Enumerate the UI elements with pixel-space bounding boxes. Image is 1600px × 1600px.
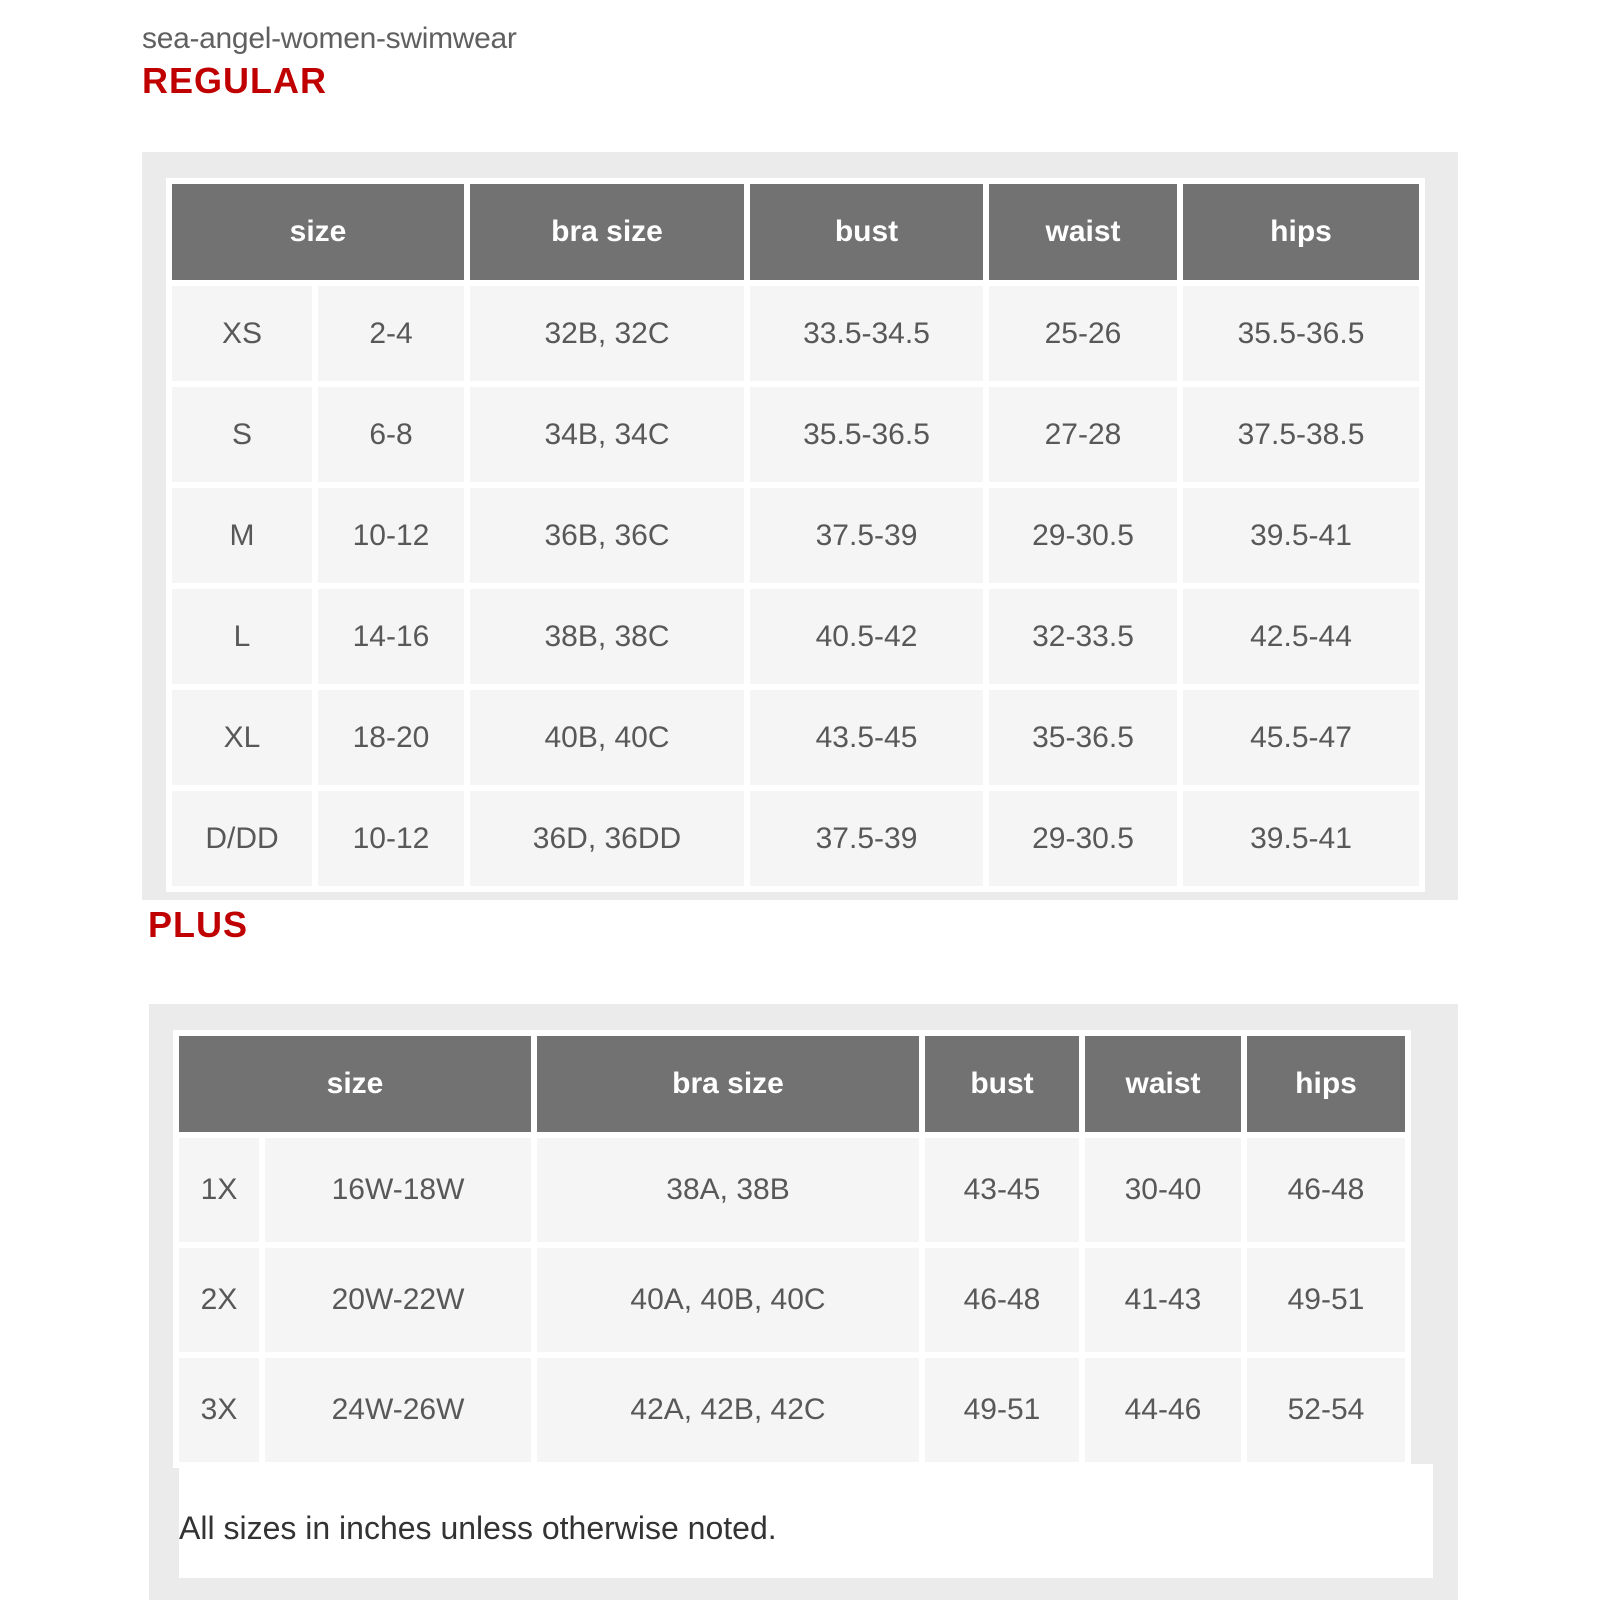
header-bra-size: bra size: [470, 184, 744, 280]
cell-bra-size: 40A, 40B, 40C: [537, 1248, 919, 1352]
cell-bra-size: 42A, 42B, 42C: [537, 1358, 919, 1462]
cell-hips: 52-54: [1247, 1358, 1405, 1462]
cell-size: D/DD: [172, 791, 312, 886]
header-bust: bust: [925, 1036, 1079, 1132]
cell-hips: 39.5-41: [1183, 791, 1419, 886]
header-size: size: [172, 184, 464, 280]
page-subtitle: sea-angel-women-swimwear: [142, 22, 517, 55]
cell-numeric-size: 6-8: [318, 387, 464, 482]
cell-waist: 29-30.5: [989, 488, 1177, 583]
cell-bra-size: 36B, 36C: [470, 488, 744, 583]
footnote-text: All sizes in inches unless otherwise noted.: [179, 1510, 777, 1546]
cell-bust: 49-51: [925, 1358, 1079, 1462]
cell-waist: 32-33.5: [989, 589, 1177, 684]
cell-size: 2X: [179, 1248, 259, 1352]
cell-waist: 29-30.5: [989, 791, 1177, 886]
cell-bra-size: 38B, 38C: [470, 589, 744, 684]
cell-numeric-size: 20W-22W: [265, 1248, 531, 1352]
table-row: [172, 286, 1419, 381]
cell-size: M: [172, 488, 312, 583]
cell-numeric-size: 16W-18W: [265, 1138, 531, 1242]
table-row: [179, 1138, 1405, 1242]
section-title-plus: PLUS: [148, 904, 249, 945]
cell-hips: 46-48: [1247, 1138, 1405, 1242]
cell-waist: 44-46: [1085, 1358, 1241, 1462]
cell-size: L: [172, 589, 312, 684]
cell-waist: 41-43: [1085, 1248, 1241, 1352]
header-size: size: [179, 1036, 531, 1132]
table-row: [179, 1358, 1405, 1462]
cell-bra-size: 32B, 32C: [470, 286, 744, 381]
table-row: [172, 387, 1419, 482]
cell-bust: 43-45: [925, 1138, 1079, 1242]
cell-numeric-size: 10-12: [318, 791, 464, 886]
regular-size-table: [166, 178, 1425, 892]
table-header-row: [179, 1036, 1405, 1132]
cell-numeric-size: 18-20: [318, 690, 464, 785]
table-row: [172, 690, 1419, 785]
header-waist: waist: [1085, 1036, 1241, 1132]
cell-bra-size: 40B, 40C: [470, 690, 744, 785]
table-header-row: [172, 184, 1419, 280]
header-hips: hips: [1183, 184, 1419, 280]
cell-size: XS: [172, 286, 312, 381]
table-row: [172, 488, 1419, 583]
header-bra-size: bra size: [537, 1036, 919, 1132]
cell-hips: 37.5-38.5: [1183, 387, 1419, 482]
footnote-box: [179, 1464, 1433, 1578]
cell-waist: 25-26: [989, 286, 1177, 381]
section-title-regular: REGULAR: [142, 60, 327, 101]
cell-hips: 35.5-36.5: [1183, 286, 1419, 381]
regular-size-chart-panel: [142, 152, 1458, 900]
cell-bust: 40.5-42: [750, 589, 983, 684]
cell-numeric-size: 24W-26W: [265, 1358, 531, 1462]
cell-hips: 45.5-47: [1183, 690, 1419, 785]
cell-bust: 43.5-45: [750, 690, 983, 785]
cell-bust: 46-48: [925, 1248, 1079, 1352]
cell-bust: 37.5-39: [750, 791, 983, 886]
cell-bra-size: 34B, 34C: [470, 387, 744, 482]
cell-hips: 49-51: [1247, 1248, 1405, 1352]
cell-waist: 30-40: [1085, 1138, 1241, 1242]
header-hips: hips: [1247, 1036, 1405, 1132]
table-row: [172, 791, 1419, 886]
header-waist: waist: [989, 184, 1177, 280]
cell-hips: 39.5-41: [1183, 488, 1419, 583]
cell-size: S: [172, 387, 312, 482]
cell-size: 3X: [179, 1358, 259, 1462]
table-row: [172, 589, 1419, 684]
cell-size: 1X: [179, 1138, 259, 1242]
cell-bra-size: 36D, 36DD: [470, 791, 744, 886]
cell-bust: 33.5-34.5: [750, 286, 983, 381]
cell-bust: 37.5-39: [750, 488, 983, 583]
plus-size-table: [173, 1030, 1411, 1468]
cell-bra-size: 38A, 38B: [537, 1138, 919, 1242]
cell-size: XL: [172, 690, 312, 785]
cell-hips: 42.5-44: [1183, 589, 1419, 684]
cell-numeric-size: 2-4: [318, 286, 464, 381]
cell-waist: 35-36.5: [989, 690, 1177, 785]
header-bust: bust: [750, 184, 983, 280]
table-row: [179, 1248, 1405, 1352]
cell-numeric-size: 14-16: [318, 589, 464, 684]
cell-bust: 35.5-36.5: [750, 387, 983, 482]
cell-waist: 27-28: [989, 387, 1177, 482]
cell-numeric-size: 10-12: [318, 488, 464, 583]
plus-size-chart-panel: [149, 1004, 1458, 1600]
